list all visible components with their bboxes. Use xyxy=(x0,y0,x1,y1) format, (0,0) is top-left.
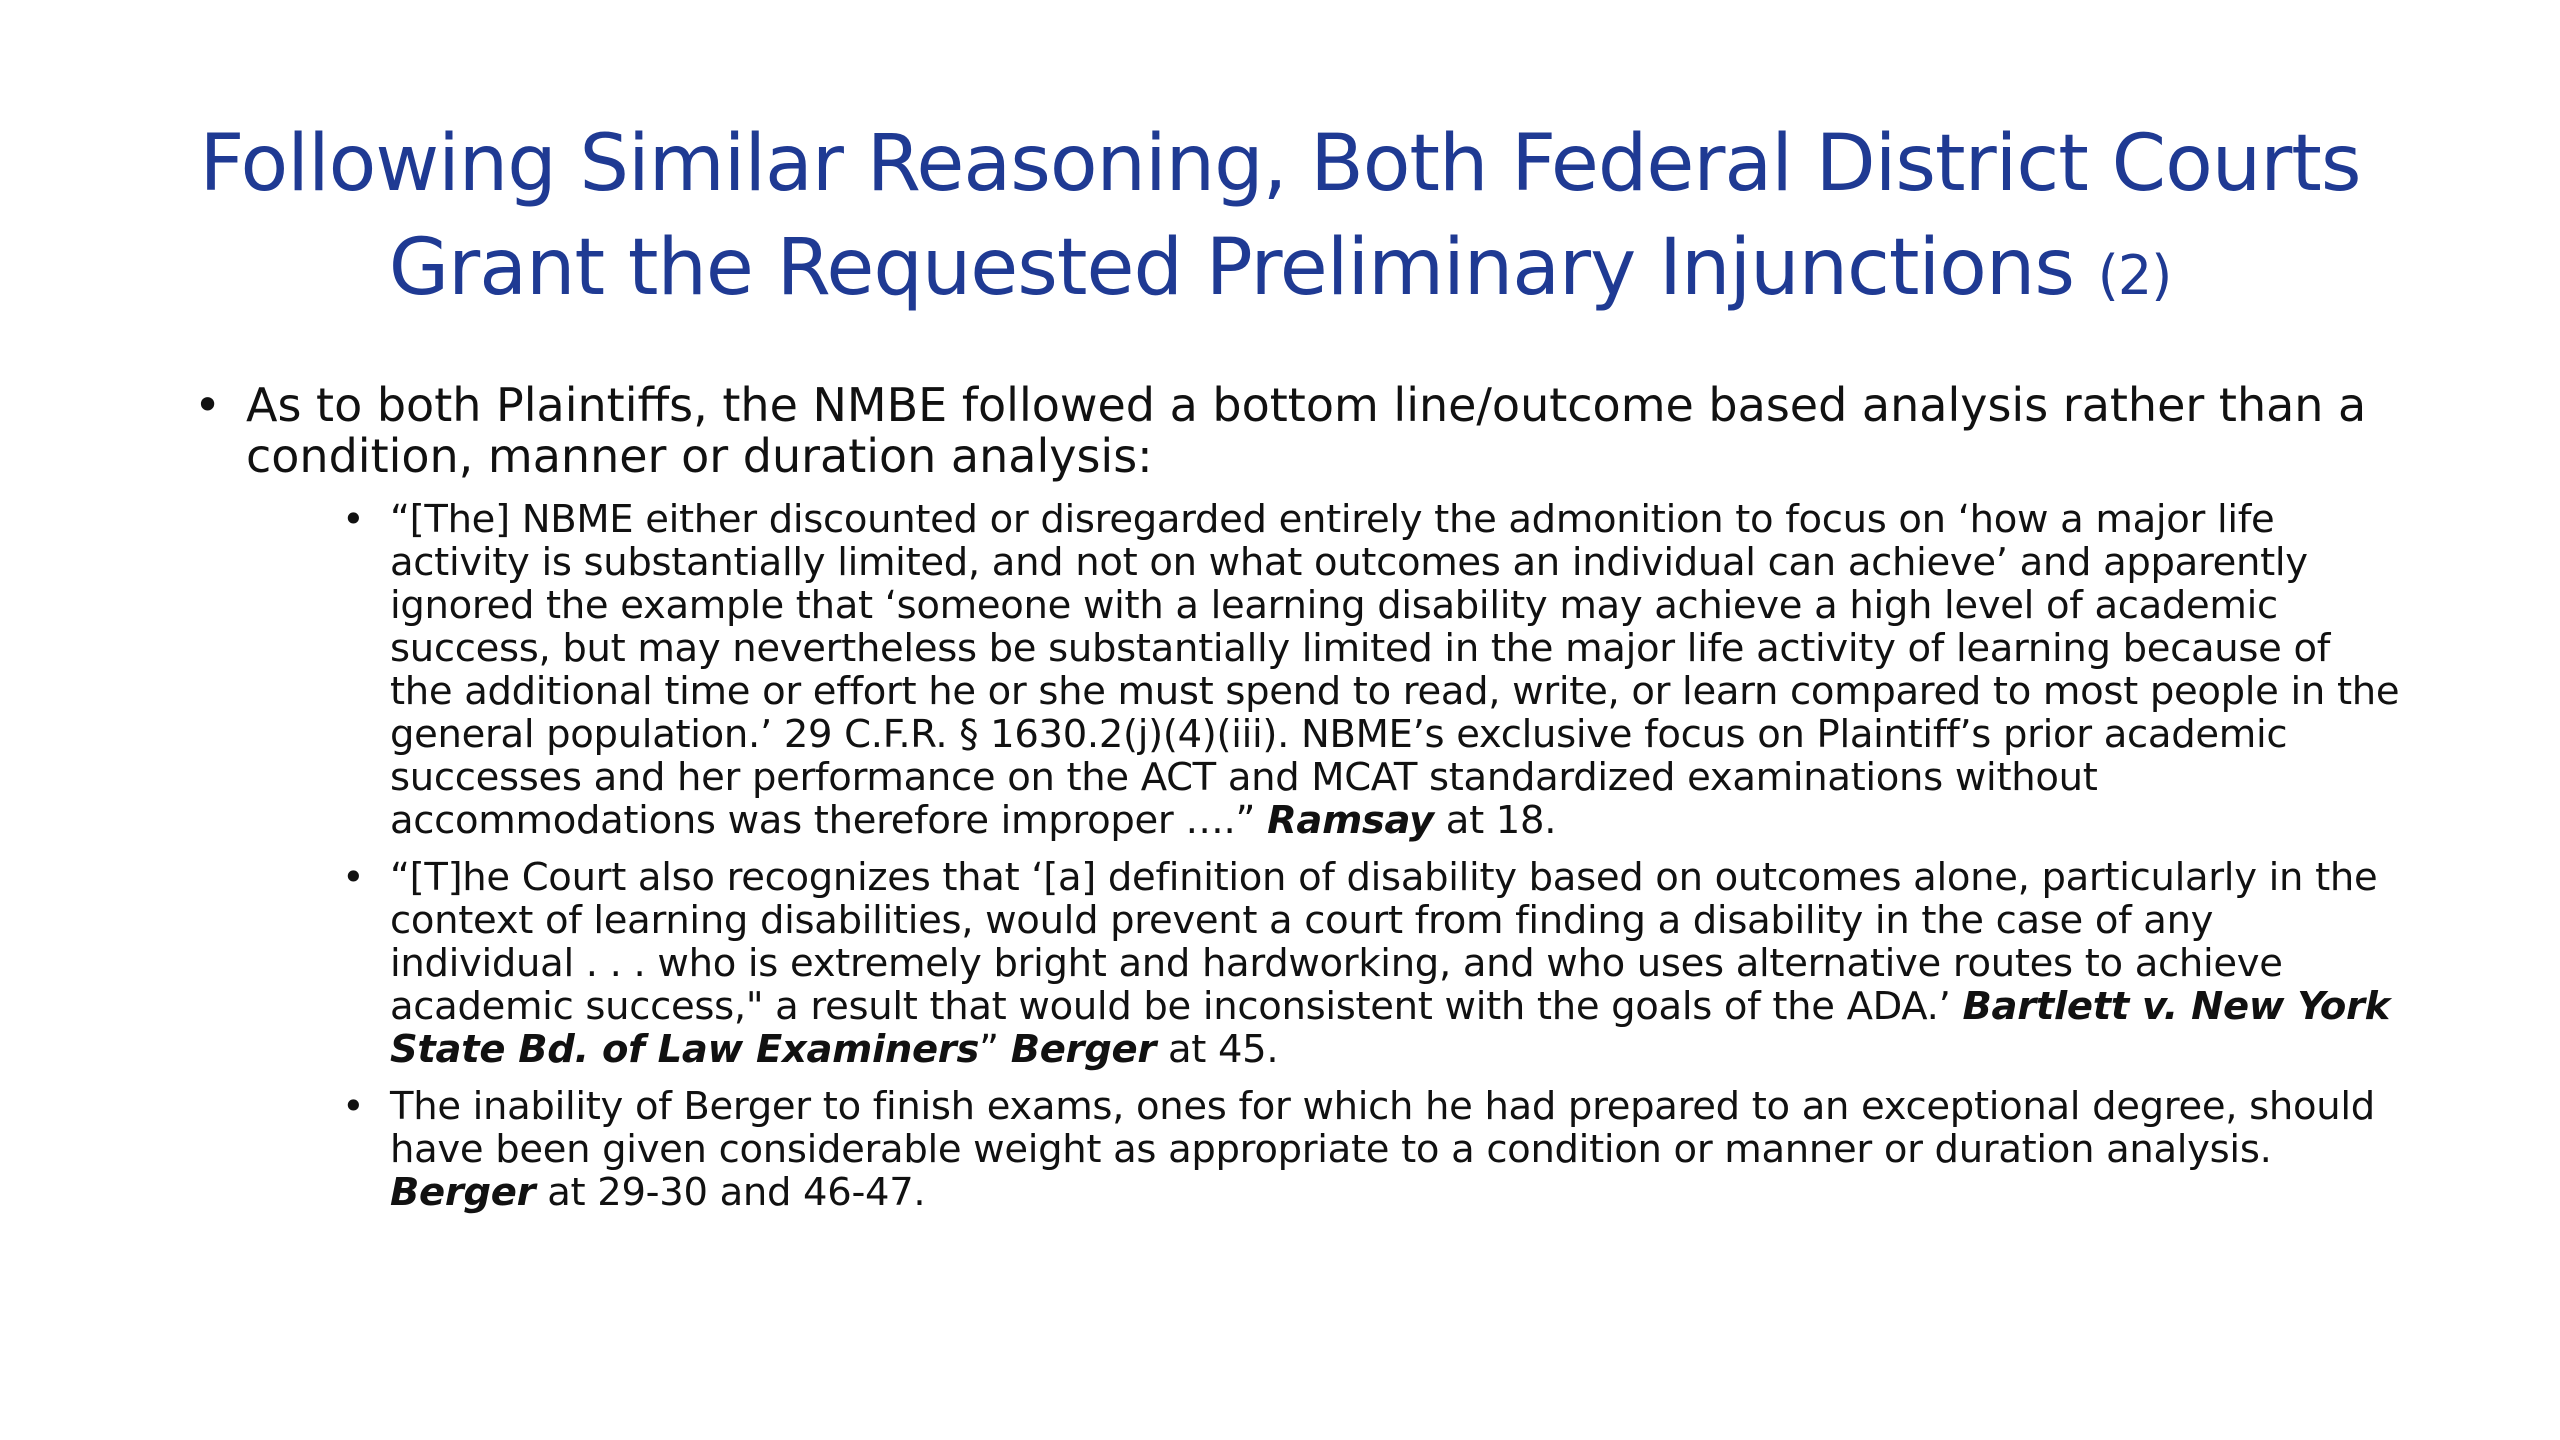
citation-page: at 29-30 and 46-47. xyxy=(535,1170,926,1215)
title-suffix: (2) xyxy=(2097,244,2172,307)
title-line-2-text: Grant the Requested Preliminary Injunctions xyxy=(388,223,2074,313)
sub-bullet-bartlett xyxy=(342,856,2400,1071)
sub-bullet-text: “[T]he Court also recognizes that ‘[a] definition of disability based on outcomes alone, particularly in the context of learning disabilities, would prevent a court from finding a disability in the case of any individual . . . who is extremely bright and hardworking, and who uses alternative routes to achieve academic success," a result that would be inconsistent with the goals of the ADA.’ xyxy=(390,855,2378,1029)
title-line-1: Following Similar Reasoning, Both Federal District Courts xyxy=(199,119,2361,209)
title-line-2 xyxy=(120,216,2440,328)
sub-bullet-ramsay xyxy=(342,498,2400,842)
citation-page: at 18. xyxy=(1433,798,1557,843)
case-citation: Bartlett v. New York State Bd. of Law Examiners xyxy=(390,984,2390,1072)
case-citation: Ramsay xyxy=(1267,798,1434,843)
citation-page: at 45. xyxy=(1156,1027,1279,1072)
case-citation-2: Berger xyxy=(1010,1027,1157,1072)
slide-title xyxy=(120,112,2440,328)
sub-bullet-list xyxy=(190,498,2400,1214)
sub-bullet-berger xyxy=(342,1085,2400,1214)
slide-body xyxy=(190,380,2400,1228)
sub-bullet-text: The inability of Berger to finish exams, ones for which he had prepared to an exceptional degree, should have been given considerable weight as appropriate to a condition or manner or duration analysis. xyxy=(390,1084,2375,1172)
main-bullet: • As to both Plaintiffs, the NMBE followed a bottom line/outcome based analysis rather than a condition, manner or duration analysis: xyxy=(190,380,2400,482)
sub-bullet-text: “[The] NBME either discounted or disregarded entirely the admonition to focus on ‘how a major life activity is substantially limited, and not on what outcomes an individual can achieve’ and apparently ignored the example that ‘someone with a learning disability may achieve a high level of academic success, but may nevertheless be substantially limited in the major life activity of learning because of the additional time or effort he or she must spend to read, write, or learn compared to most people in the general population.’ 29 C.F.R. § 1630.2(j)(4)(iii). NBME’s exclusive focus on Plaintiff’s prior academic successes and her performance on the ACT and MCAT standardized examinations without accommodations was therefore improper ….” xyxy=(390,497,2400,843)
case-citation: Berger xyxy=(390,1170,536,1215)
quote-close: ” xyxy=(979,1027,1011,1072)
